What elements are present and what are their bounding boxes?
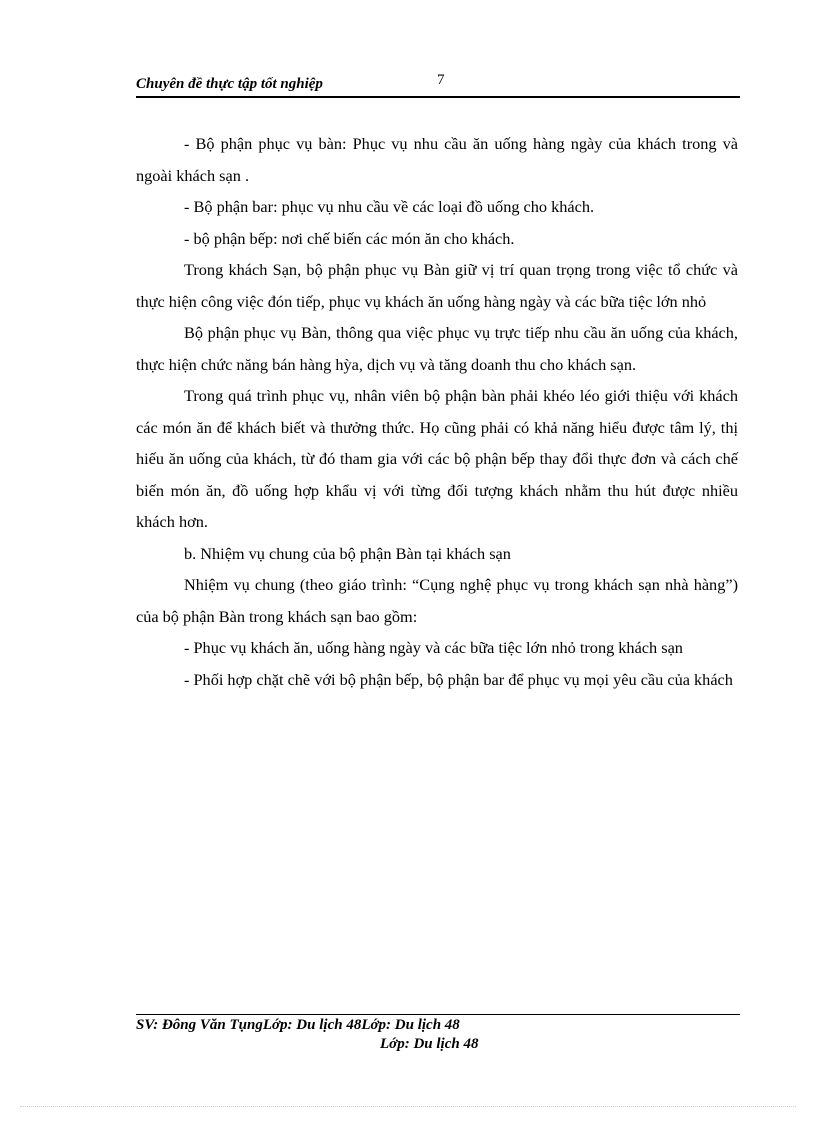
- paragraph-staff: Trong quá trình phục vụ, nhân viên bộ phận bàn phải khéo léo giới thiệu với khách các món ăn để khách biết và thưởng thức. Họ cũng phải có khả năng hiểu được tâm lý, thị hiếu ăn uống của khách, từ đó tham gia với các bộ phận bếp thay đổi thực đơn và cách chế biến món ăn, đồ uống hợp khẩu vị với từng đối tượng khách nhằm thu hút được nhiều khách hơn.: [136, 386, 738, 531]
- header-title: Chuyên đề thực tập tốt nghiệp: [136, 76, 323, 92]
- paragraph-bar: - Bộ phận bar: phục vụ nhu cầu về các loại đồ uống cho khách.: [184, 197, 595, 216]
- paragraph-role: Trong khách Sạn, bộ phận phục vụ Bàn giữ vị trí quan trọng trong việc tổ chức và thực hiện công việc đón tiếp, phục vụ khách ăn uống hàng ngày và các bữa tiệc lớn nhỏ: [136, 260, 738, 311]
- footer-student-line: SV: Đông Văn TụngLớp: Du lịch 48Lớp: Du lịch 48: [136, 1017, 460, 1033]
- paragraph-sales: Bộ phận phục vụ Bàn, thông qua việc phục vụ trực tiếp nhu cầu ăn uống của khách, thực hiện chức năng bán hàng hỳa, dịch vụ và tăng doanh thu cho khách sạn.: [136, 323, 738, 374]
- paragraph-dining-service: - Bộ phận phục vụ bàn: Phục vụ nhu cầu ăn uống hàng ngày của khách trong và ngoài khách sạn .: [136, 134, 738, 185]
- body-text: [136, 128, 738, 695]
- page-bottom-dotted-border: [20, 1106, 796, 1107]
- paragraph-kitchen: - bộ phận bếp: nơi chế biến các món ăn cho khách.: [184, 228, 515, 248]
- paragraph-duties-intro: Nhiệm vụ chung (theo giáo trình: “Cụng nghệ phục vụ trong khách sạn nhà hàng”) của bộ phận Bàn trong khách sạn bao gồm:: [136, 575, 738, 626]
- header-rule: [136, 96, 740, 98]
- page-number: 7: [437, 72, 445, 88]
- paragraph-duty-coordinate: - Phối hợp chặt chẽ với bộ phận bếp, bộ phận bar để phục vụ mọi yêu cầu của khách: [184, 669, 733, 689]
- paragraph-duty-serve: - Phục vụ khách ăn, uống hàng ngày và các bữa tiệc lớn nhỏ trong khách sạn: [184, 638, 683, 657]
- footer-class-line: Lớp: Du lịch 48: [380, 1036, 479, 1052]
- section-heading: b. Nhiệm vụ chung của bộ phận Bàn tại khách sạn: [184, 543, 511, 563]
- footer-rule: [136, 1014, 740, 1015]
